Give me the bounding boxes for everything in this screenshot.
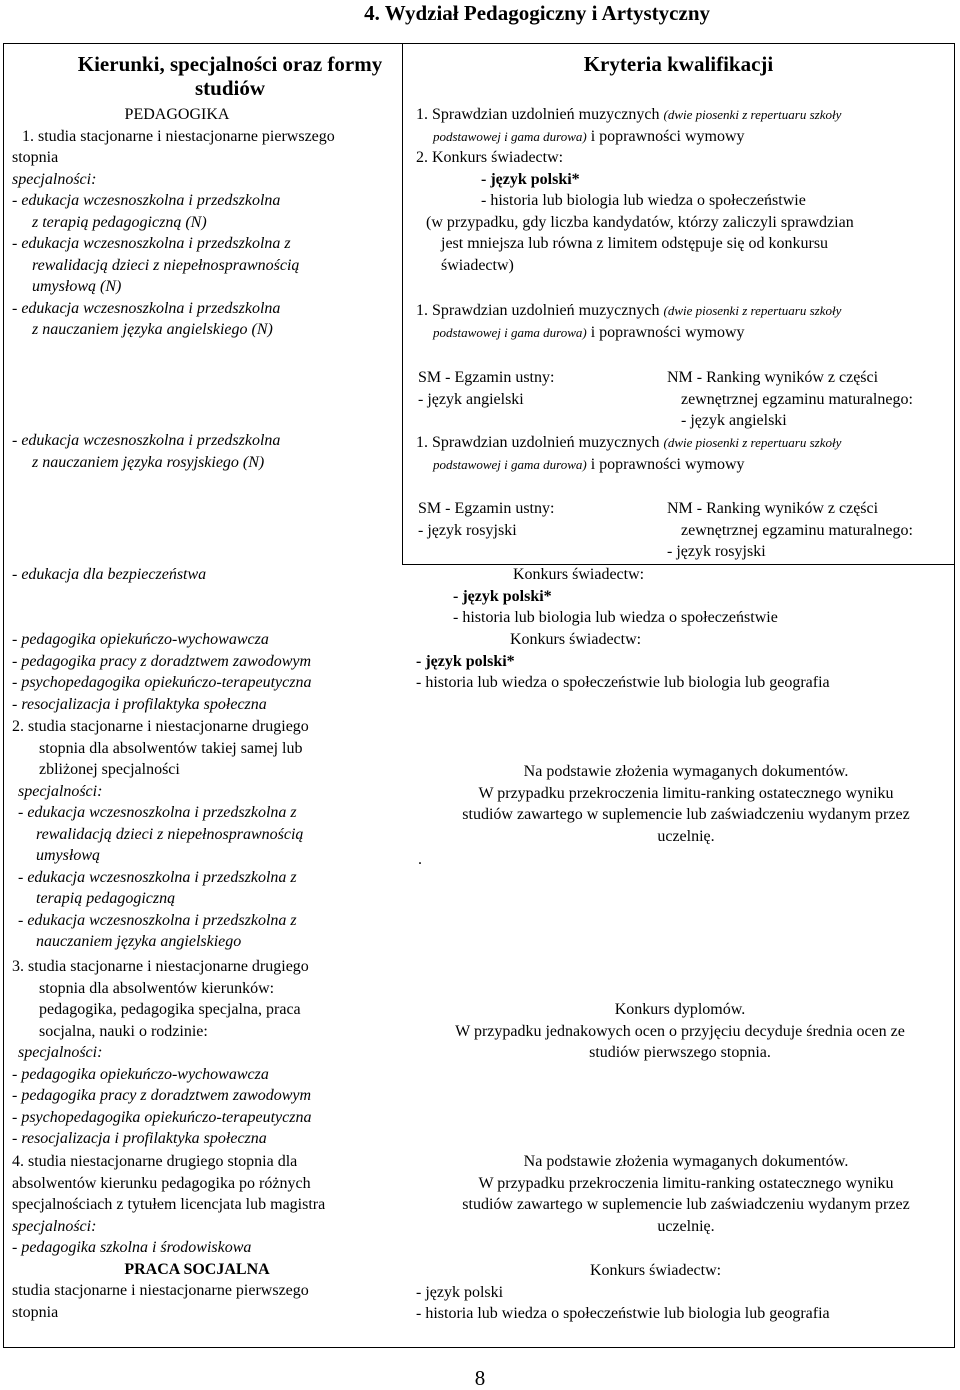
right-block-1 xyxy=(416,104,854,276)
spec-item: umysłową (N) xyxy=(32,278,122,295)
right-sm-1 xyxy=(418,367,554,410)
criteria-line: NM - Ranking wyników z części xyxy=(667,369,879,386)
criteria-text: 1. Sprawdzian uzdolnień muzycznych xyxy=(416,434,664,451)
page-number: 8 xyxy=(474,1366,486,1390)
right-block-5 xyxy=(416,629,830,694)
spec-item: umysłową xyxy=(36,847,100,864)
criteria-line: świadectw) xyxy=(441,256,514,274)
criteria-line: (w przypadku, gdy liczba kandydatów, którzy zaliczyli sprawdzian xyxy=(426,213,854,231)
criteria-line: zewnętrznej egzaminu maturalnego: xyxy=(681,521,913,539)
praca-socjalna-heading: PRACA SOCJALNA xyxy=(124,1260,270,1278)
specialities-label: specjalności: xyxy=(12,170,97,188)
left-block-6 xyxy=(12,956,311,1150)
right-block-8 xyxy=(416,1151,956,1237)
left-column-header xyxy=(55,52,405,100)
criteria-line: NM - Ranking wyników z części xyxy=(667,500,879,517)
study-3-title-cont: pedagogika, pedagogika specjalna, praca xyxy=(39,1001,301,1018)
spec-item: - edukacja wczesnoszkolna i przedszkolna z xyxy=(18,868,297,886)
right-block-4 xyxy=(443,564,778,629)
criteria-line xyxy=(416,454,841,476)
spec-item: - resocjalizacja i profilaktyka społeczna xyxy=(12,1130,267,1147)
study-3-title: 3. studia stacjonarne i niestacjonarne drugiego xyxy=(12,958,309,975)
spec-item: - pedagogika szkolna i środowiskowa xyxy=(12,1239,252,1256)
criteria-text: 1. Sprawdzian uzdolnień muzycznych xyxy=(416,106,664,123)
criteria-line: SM - Egzamin ustny: xyxy=(418,500,555,517)
criteria-line: Konkurs świadectw: xyxy=(510,631,642,648)
study-1-title: 1. studia stacjonarne i niestacjonarne pierwszego xyxy=(22,127,335,145)
spec-item: - pedagogika opiekuńczo-wychowawcza xyxy=(12,631,269,648)
criteria-text: i poprawności wymowy xyxy=(586,323,745,341)
left-block-5 xyxy=(12,716,309,953)
criteria-line: Konkurs dyplomów. xyxy=(614,1001,746,1018)
right-column-header xyxy=(402,52,955,76)
criteria-line: 2. Konkurs świadectw: xyxy=(416,149,564,166)
left-block-1 xyxy=(12,104,400,341)
criteria-line: uczelnię. xyxy=(657,1217,715,1235)
left-block-4 xyxy=(12,629,311,715)
criteria-line: - historia lub biologia lub wiedza o społeczeństwie xyxy=(453,609,778,626)
study-4-title-cont: specjalnościach z tytułem licencjata lub magistra xyxy=(12,1196,326,1213)
criteria-line xyxy=(416,104,854,126)
specialities-label: specjalności: xyxy=(12,1217,97,1235)
criteria-line: - język rosyjski xyxy=(667,543,766,560)
criteria-line: zewnętrznej egzaminu maturalnego: xyxy=(681,390,913,408)
criteria-note: podstawowej i gama durowa) xyxy=(433,128,587,144)
spec-item: - resocjalizacja i profilaktyka społeczna xyxy=(12,695,267,713)
criteria-line: studiów zawartego w suplemencie lub zaświadczeniu wydanym przez xyxy=(462,1196,910,1213)
study-1-title-cont: stopnia xyxy=(12,149,59,166)
right-block-7 xyxy=(406,999,954,1064)
stray-dot: . xyxy=(418,851,422,868)
left-block-7 xyxy=(12,1151,382,1323)
study-2-title-cont: stopnia dla absolwentów takiej samej lub xyxy=(39,739,303,757)
right-block-2 xyxy=(416,300,841,343)
praca-study-cont: stopnia xyxy=(12,1303,59,1321)
criteria-line: - język polski* xyxy=(453,587,552,605)
criteria-line: - historia lub wiedza o społeczeństwie lub biologia lub geografia xyxy=(416,1305,830,1322)
spec-item: - edukacja wczesnoszkolna i przedszkolna xyxy=(12,299,281,317)
criteria-line: W przypadku przekroczenia limitu-ranking ostatecznego wyniku xyxy=(478,784,894,802)
spec-item: - edukacja wczesnoszkolna i przedszkolna z xyxy=(18,804,297,821)
pedagogika-heading: PEDAGOGIKA xyxy=(124,106,230,123)
criteria-line: uczelnię. xyxy=(657,827,715,845)
right-nm-2 xyxy=(667,498,913,563)
criteria-line: Konkurs świadectw: xyxy=(590,1262,722,1279)
spec-item: rewalidacją dzieci z niepełnosprawnością xyxy=(32,256,300,274)
criteria-note: (dwie piosenki z repertuaru szkoły xyxy=(663,303,842,318)
criteria-line: Konkurs świadectw: xyxy=(513,566,645,583)
study-2-title: 2. studia stacjonarne i niestacjonarne drugiego xyxy=(12,718,309,735)
right-nm-1 xyxy=(667,367,913,432)
criteria-line: - język polski xyxy=(416,1283,504,1301)
study-2-title-cont: zbliżonej specjalności xyxy=(39,761,180,778)
criteria-line: - język rosyjski xyxy=(418,521,517,539)
criteria-line: W przypadku jednakowych ocen o przyjęciu decyduje średnia ocen ze xyxy=(455,1022,905,1040)
spec-item: z nauczaniem języka rosyjskiego (N) xyxy=(32,453,265,471)
right-sm-2 xyxy=(418,498,554,541)
study-4-title-cont: absolwentów kierunku pedagogika po różnych xyxy=(12,1174,311,1192)
right-column-header-text: Kryteria kwalifikacji xyxy=(583,52,774,76)
criteria-line: - język polski* xyxy=(481,170,580,188)
spec-item: - edukacja wczesnoszkolna i przedszkolna z xyxy=(18,911,297,929)
left-block-3 xyxy=(12,564,206,586)
spec-item: - psychopedagogika opiekuńczo-terapeutyczna xyxy=(12,674,312,691)
criteria-line xyxy=(416,126,854,148)
criteria-line: SM - Egzamin ustny: xyxy=(418,369,555,386)
study-3-title-cont: stopnia dla absolwentów kierunków: xyxy=(39,979,275,997)
criteria-line xyxy=(416,300,841,322)
praca-study: studia stacjonarne i niestacjonarne pierwszego xyxy=(12,1282,309,1299)
spec-item: rewalidacją dzieci z niepełnosprawnością xyxy=(36,825,304,843)
specialities-label: specjalności: xyxy=(18,782,103,800)
criteria-line: W przypadku przekroczenia limitu-ranking ostatecznego wyniku xyxy=(478,1174,894,1192)
criteria-line: Na podstawie złożenia wymaganych dokumentów. xyxy=(523,1153,849,1170)
criteria-text: i poprawności wymowy xyxy=(586,455,745,473)
spec-item: z terapią pedagogiczną (N) xyxy=(32,213,207,231)
criteria-line: - historia lub wiedza o społeczeństwie lub biologia lub geografia xyxy=(416,674,830,691)
spec-item: - psychopedagogika opiekuńczo-terapeutyczna xyxy=(12,1108,312,1126)
spec-item: - edukacja wczesnoszkolna i przedszkolna xyxy=(12,432,281,449)
criteria-note: podstawowej i gama durowa) xyxy=(433,324,587,340)
criteria-line: - historia lub biologia lub wiedza o społeczeństwie xyxy=(481,192,806,209)
criteria-line: Na podstawie złożenia wymaganych dokumentów. xyxy=(523,763,849,780)
criteria-line: - język angielski xyxy=(681,412,787,429)
right-block-6 xyxy=(416,761,956,847)
specialities-label: specjalności: xyxy=(18,1044,103,1061)
criteria-line: studiów zawartego w suplemencie lub zaświadczeniu wydanym przez xyxy=(462,806,910,823)
criteria-text: i poprawności wymowy xyxy=(586,127,745,145)
spec-item: z nauczaniem języka angielskiego (N) xyxy=(32,321,273,338)
study-4-title: 4. studia niestacjonarne drugiego stopnia dla xyxy=(12,1153,298,1170)
spec-item: - pedagogika pracy z doradztwem zawodowym xyxy=(12,1087,312,1104)
criteria-note: (dwie piosenki z repertuaru szkoły xyxy=(663,107,842,122)
spec-item: - pedagogika pracy z doradztwem zawodowym xyxy=(12,652,312,670)
left-block-2 xyxy=(12,430,400,473)
criteria-line xyxy=(416,432,841,454)
spec-item: - edukacja wczesnoszkolna i przedszkolna z xyxy=(12,235,291,252)
criteria-note: (dwie piosenki z repertuaru szkoły xyxy=(663,435,842,450)
spec-item: - edukacja dla bezpieczeństwa xyxy=(12,566,207,583)
criteria-line: studiów pierwszego stopnia. xyxy=(589,1044,771,1061)
page-title: 4. Wydział Pedagogiczny i Artystyczny xyxy=(364,1,710,25)
spec-item: - pedagogika opiekuńczo-wychowawcza xyxy=(12,1065,269,1083)
spec-item: nauczaniem języka angielskiego xyxy=(36,933,242,950)
criteria-note: podstawowej i gama durowa) xyxy=(433,456,587,472)
left-column-header-text: Kierunki, specjalności oraz formy studiów xyxy=(77,52,383,100)
criteria-line: - język polski* xyxy=(416,652,515,670)
criteria-line xyxy=(416,322,841,344)
column-divider xyxy=(402,43,403,564)
spec-item: terapią pedagogiczną xyxy=(36,890,176,907)
study-3-title-cont: socjalna, nauki o rodzinie: xyxy=(39,1022,208,1040)
right-block-3 xyxy=(416,432,841,475)
criteria-text: 1. Sprawdzian uzdolnień muzycznych xyxy=(416,302,664,319)
criteria-line: jest mniejsza lub równa z limitem odstępuje się od konkursu xyxy=(441,235,829,252)
spec-item: - edukacja wczesnoszkolna i przedszkolna xyxy=(12,192,281,209)
criteria-line: - język angielski xyxy=(418,390,524,408)
right-block-9 xyxy=(416,1260,830,1325)
